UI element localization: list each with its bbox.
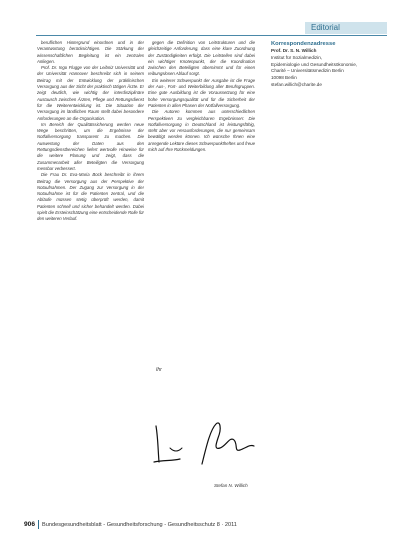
page-footer: [24, 520, 237, 529]
column2-paragraph: gegen die Definition von Leitstrukturen und die gleichzeitige Anforderung, dass eine klare Zuordnung der Zuständigkeiten erfolgt. Die Leitstellen sind dabei ein wichtiger Knotenpunkt, der die Koordination zwischen den Beteiligten übernimmt und für einen reibungslosen Ablauf sorgt.: [148, 40, 255, 77]
column2-paragraph: Die Autoren kommen aus unterschiedlichen Perspektiven zu vergleichbaren Ergebnissen: Die Notfallversorgung in Deutschland ist leistungsfähig, steht aber vor Herausforderungen, die nur gemeinsam bewältigt werden können. Ich wünsche Ihnen eine anregende Lektüre dieses Schwerpunktheftes und freue mich auf Ihre Rückmeldungen.: [148, 109, 255, 153]
column1-paragraph: Die Frau Dr. Eva-Maria Bock beschreibt in ihrem Beitrag die Versorgung aus der Perspektive der Notaufnahmen. Der Zugang zur Versorgung in der Notaufnahme ist für die Patienten zentral, und die Abläufe müssen stetig überprüft werden, damit Patienten schnell und sicher behandelt werden. Dabei spielt die Ersteinschätzung eine entscheidende Rolle für den weiteren Verlauf.: [37, 172, 144, 222]
closing-salutation: Ihr: [156, 367, 162, 373]
correspondence-line: Institut für Sozialmedizin,: [271, 54, 323, 60]
handwritten-signature: [150, 418, 260, 468]
correspondence-title: Korrespondenzadresse: [271, 41, 336, 47]
column1-paragraph: beruflichen Hintergrund einordnen und in der Verantwortung berücksichtigen. Die Stärkung der wissenschaftlichen Begleitung ist ein zentrales Anliegen.: [37, 40, 144, 64]
page-number: 906: [24, 520, 36, 528]
column1-paragraph: Im Bereich der Qualitätssicherung werden neue Wege beschritten, um die Ergebnisse der Notfallversorgung transparent zu machen. Die Auswertung der Daten aus den Rettungsdienstbereichen liefert wertvolle Hinweise für die weitere Planung und zeigt, dass die Zusammenarbeit aller Beteiligten die Versorgung messbar verbessert.: [37, 121, 144, 171]
column2-paragraph: Ein weiterer Schwerpunkt der Ausgabe ist die Frage der Aus-, Fort- und Weiterbildung aller Berufsgruppen. Eine gute Ausbildung ist die Voraussetzung für eine hohe Versorgungsqualität und für die Sicherheit der Patienten in allen Phasen der Notfallversorgung.: [148, 77, 255, 108]
signer-name: Stefan N. Willich: [214, 483, 248, 488]
journal-citation: Bundesgesundheitsblatt - Gesundheitsforschung - Gesundheitsschutz 8 · 2011: [42, 521, 237, 528]
header-rule: [36, 35, 387, 36]
correspondence-box: [271, 40, 387, 89]
body-column-2: [148, 40, 255, 373]
correspondence-line: 10098 Berlin: [271, 75, 297, 81]
correspondence-line: Epidemiologie und Gesundheitsökonomie,: [271, 61, 358, 67]
correspondence-line: Charité – Universitätsmedizin Berlin: [271, 68, 344, 74]
correspondence-name: Prof. Dr. S. N. Willich: [271, 48, 317, 53]
footer-divider: [38, 520, 39, 529]
correspondence-email[interactable]: stefan.willich@charite.de: [271, 81, 322, 87]
body-column-1: [37, 40, 144, 510]
section-label: Editorial: [305, 22, 387, 34]
column1-paragraph: Prof. Dr. Ingo Flugge von der Leibniz Universität und der Universität Hannover beschreibt sich in seinem Beitrag mit der Entwicklung der präklinischen Versorgung aus der Sicht der praktisch tätigen Ärzte. Er zeigt deutlich, wie wichtig der interdisziplinäre Austausch zwischen Ärzten, Pflege und Rettungsdienst für die Weiterentwicklung ist. Die Situation der Versorgung im ländlichen Raum stellt dabei besondere Anforderungen an die Organisation.: [37, 65, 144, 121]
